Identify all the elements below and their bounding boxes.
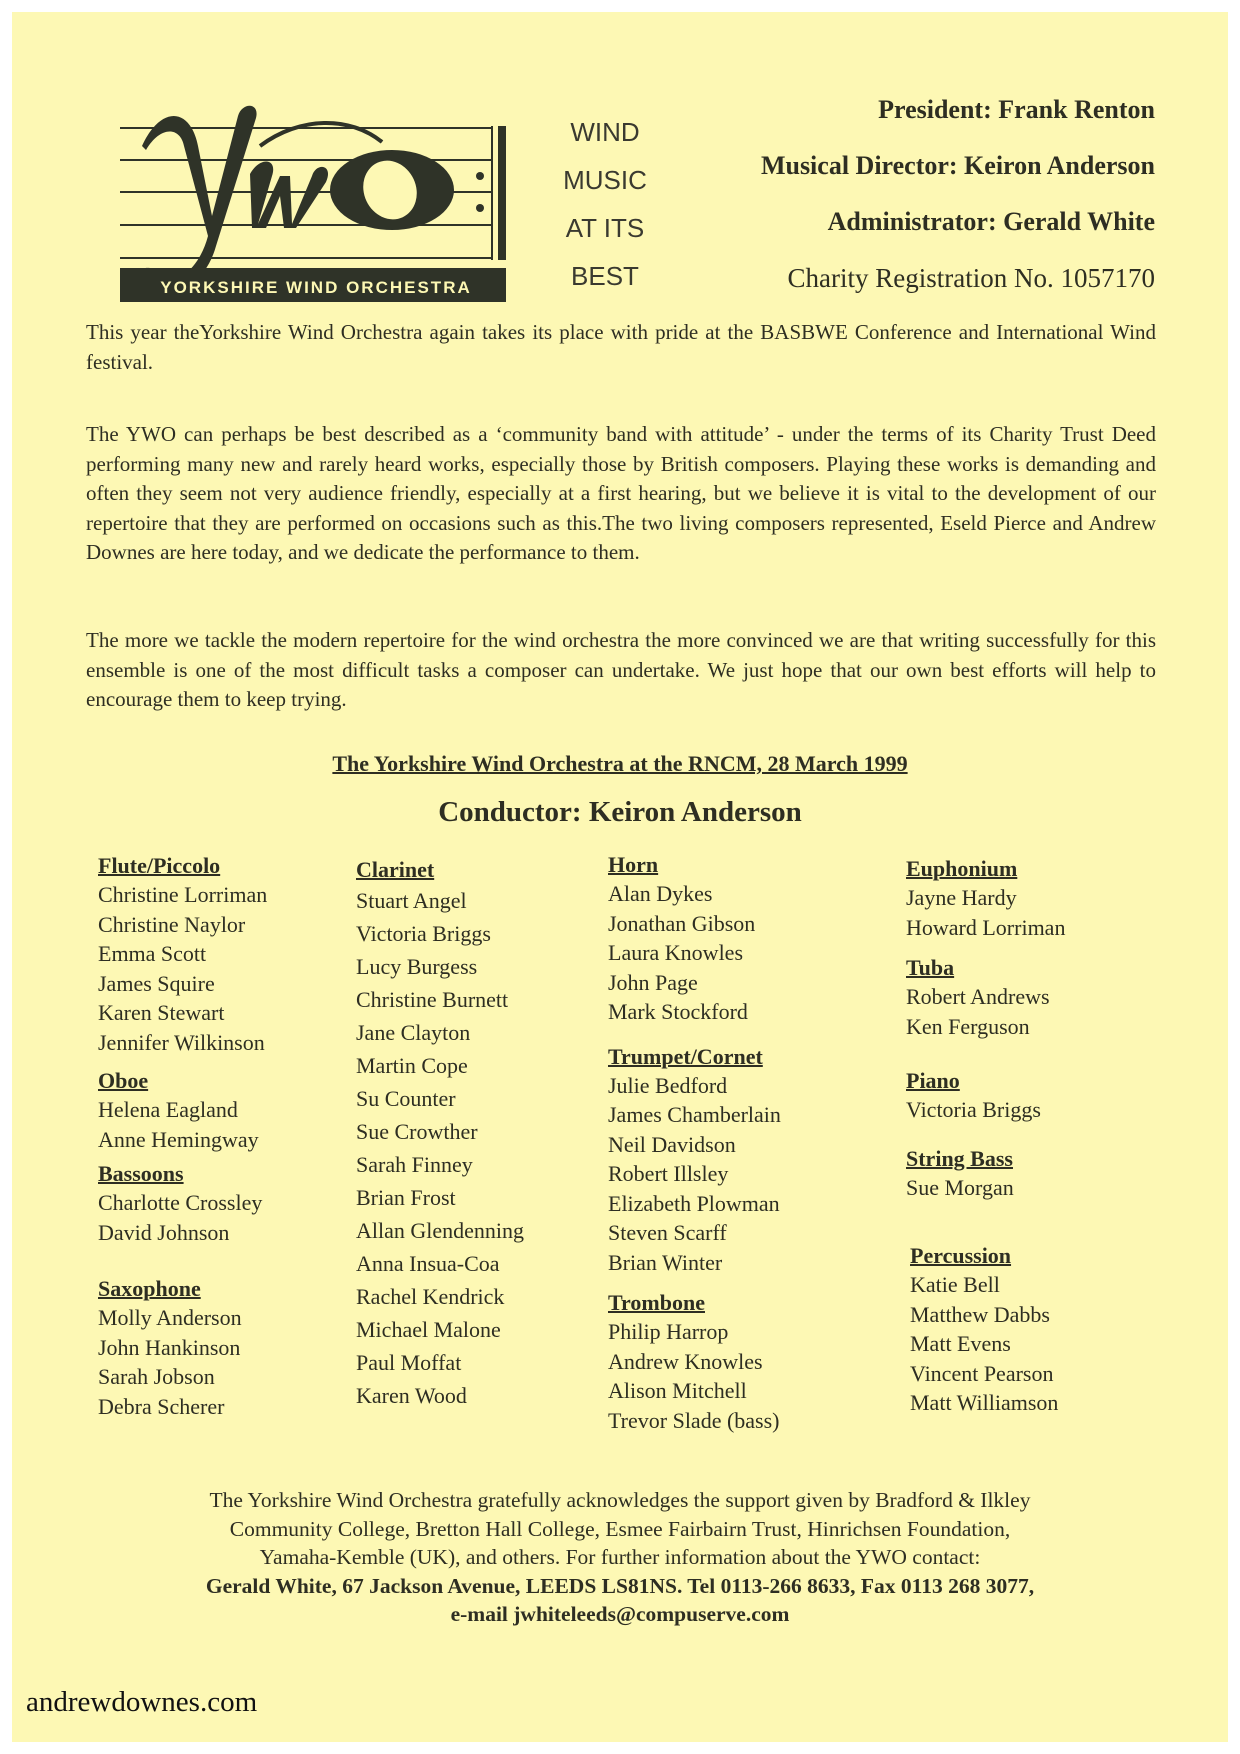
website-watermark: andrewdownes.com <box>26 1686 258 1718</box>
player-name: Sarah Finney <box>356 1152 473 1177</box>
section-clarinet <box>356 856 524 1412</box>
player-name: Helena Eagland <box>98 1097 238 1122</box>
tagline-line: BEST <box>571 261 639 291</box>
conductor: Conductor: Keiron Anderson <box>438 796 802 828</box>
section-heading: Saxophone <box>98 1276 201 1301</box>
player-name: Jonathan Gibson <box>608 910 756 936</box>
player-name: Emma Scott <box>98 941 207 966</box>
roster-column-4 <box>906 855 1065 1418</box>
section-heading: String Bass <box>906 1145 1013 1171</box>
player-name: Debra Scherer <box>98 1393 225 1419</box>
player-name: Karen Stewart <box>98 1000 225 1025</box>
acknowledgements <box>100 1486 1140 1629</box>
footer-line: Yamaha-Kemble (UK), and others. For further information about the YWO contact: <box>259 1545 981 1569</box>
player-name: Su Counter <box>356 1086 456 1111</box>
section-heading: Euphonium <box>906 856 1018 881</box>
ywo-logo <box>120 96 510 302</box>
footer-line: The Yorkshire Wind Orchestra gratefully acknowledges the support given by Bradford & Ilkley <box>209 1488 1031 1512</box>
player-name: Brian Frost <box>356 1185 456 1210</box>
contact-address: Gerald White, 67 Jackson Avenue, LEEDS LS81NS. Tel 0113-266 8633, Fax 0113 268 3077, <box>205 1573 1035 1598</box>
logo-banner-text: YORKSHIRE WIND ORCHESTRA <box>160 278 472 297</box>
player-name: Molly Anderson <box>98 1305 242 1330</box>
tagline-line: WIND <box>570 117 640 147</box>
player-name: Matt Williamson <box>910 1390 1059 1415</box>
player-name: Laura Knowles <box>608 940 744 965</box>
section-trumpet <box>608 1043 781 1278</box>
player-name: Christine Lorriman <box>98 882 268 907</box>
player-name: Neil Davidson <box>608 1131 736 1157</box>
section-heading: Piano <box>906 1068 960 1093</box>
intro-paragraph: The more we tackle the modern repertoire for the wind orchestra the more convinced we are that writing successfully for this ensemble is one of the most difficult tasks a composer can undertake. We just hope that our own best efforts will help to encourage them to keep trying. <box>86 628 1156 711</box>
section-heading: Horn <box>608 852 659 877</box>
player-name: Paul Moffat <box>356 1350 462 1375</box>
player-name: Christine Burnett <box>356 987 509 1012</box>
player-name: Andrew Knowles <box>608 1348 763 1374</box>
player-name: Katie Bell <box>910 1272 1000 1297</box>
roster-column-1 <box>98 852 267 1421</box>
player-name: Howard Lorriman <box>906 914 1066 940</box>
section-heading: Percussion <box>910 1243 1012 1268</box>
intro-paragraph: The YWO can perhaps be best described as a ‘community band with attitude’ - under the terms of its Charity Trust Deed performing many new and rarely heard works, especially those by British composers. Playing these works is demanding and often they seem not very audience friendly, especially at a first hearing, but we believe it is vital to the development of our repertoire that they are performed on occasions such as this.The two living composers represented, Eseld Pierce and Andrew Downes are here today, and we dedicate the performance to them. <box>86 422 1156 564</box>
player-name: Elizabeth Plowman <box>608 1190 780 1216</box>
player-name: Anna Insua-Coa <box>356 1251 500 1276</box>
section-heading: Clarinet <box>356 857 435 882</box>
player-name: John Hankinson <box>98 1334 241 1360</box>
contact-email: e-mail jwhiteleeds@compuserve.com <box>450 1602 790 1626</box>
player-name: Alison Mitchell <box>608 1378 747 1403</box>
player-name: Ken Ferguson <box>906 1013 1030 1039</box>
player-name: Philip Harrop <box>608 1319 729 1344</box>
player-name: Sue Morgan <box>906 1174 1014 1200</box>
player-name: Allan Glendenning <box>356 1218 525 1243</box>
section-oboe <box>98 1067 267 1154</box>
player-name: Alan Dykes <box>608 881 713 906</box>
section-saxophone <box>98 1275 267 1421</box>
section-heading: Oboe <box>98 1068 149 1093</box>
concert-title-text: The Yorkshire Wind Orchestra at the RNCM, 28 March 1999 <box>332 751 908 776</box>
player-name: Victoria Briggs <box>356 921 491 946</box>
player-name: Mark Stockford <box>608 999 748 1024</box>
section-heading: Tuba <box>906 955 955 980</box>
player-name: Rachel Kendrick <box>356 1284 505 1309</box>
player-name: Martin Cope <box>356 1053 468 1078</box>
section-heading: Bassoons <box>98 1161 184 1186</box>
player-name: Lucy Burgess <box>356 954 478 979</box>
player-name: Robert Andrews <box>906 984 1050 1009</box>
section-euphonium <box>906 855 1065 942</box>
section-heading: Flute/Piccolo <box>98 853 221 878</box>
section-heading: Trombone <box>608 1290 705 1315</box>
president: President: Frank Renton <box>878 95 1155 124</box>
player-name: James Squire <box>98 970 215 996</box>
player-name: Jennifer Wilkinson <box>98 1029 265 1055</box>
player-name: Robert Illsley <box>608 1161 729 1186</box>
player-name: Trevor Slade (bass) <box>608 1407 780 1433</box>
footer-line: Community College, Bretton Hall College, Esmee Fairbairn Trust, Hinrichsen Foundation, <box>229 1516 1011 1541</box>
player-name: Michael Malone <box>356 1317 501 1342</box>
section-bassoons <box>98 1160 267 1247</box>
charity-registration: Charity Registration No. 1057170 <box>787 263 1155 293</box>
player-name: John Page <box>608 969 698 995</box>
section-horn <box>608 851 781 1027</box>
section-flute <box>98 852 267 1057</box>
player-name: Christine Naylor <box>98 911 246 937</box>
player-name: Vincent Pearson <box>910 1360 1054 1386</box>
player-name: Anne Hemingway <box>98 1126 259 1152</box>
section-heading: Trumpet/Cornet <box>608 1043 763 1069</box>
player-name: David Johnson <box>98 1219 230 1245</box>
section-trombone <box>608 1289 781 1435</box>
ywo-logo-graphic <box>120 96 510 302</box>
player-name: Sarah Jobson <box>98 1364 215 1389</box>
player-name: Brian Winter <box>608 1249 723 1275</box>
player-name: Matthew Dabbs <box>910 1301 1050 1327</box>
player-name: Karen Wood <box>356 1383 467 1408</box>
administrator: Administrator: Gerald White <box>827 207 1155 236</box>
player-name: Stuart Angel <box>356 888 467 913</box>
section-percussion <box>906 1242 1065 1418</box>
tagline-line: MUSIC <box>563 165 647 195</box>
player-name: Steven Scarff <box>608 1220 727 1245</box>
section-piano <box>906 1067 1065 1125</box>
player-name: Julie Bedford <box>608 1072 728 1098</box>
musical-director: Musical Director: Keiron Anderson <box>760 151 1155 180</box>
officers-block <box>635 92 1155 296</box>
tagline-line: AT ITS <box>565 213 645 243</box>
player-name: Jayne Hardy <box>906 885 1017 910</box>
concert-title <box>0 751 1240 777</box>
section-tuba <box>906 954 1065 1041</box>
roster-column-3 <box>608 851 781 1435</box>
player-name: Charlotte Crossley <box>98 1190 263 1215</box>
player-name: Sue Crowther <box>356 1119 478 1144</box>
player-name: Victoria Briggs <box>906 1097 1041 1122</box>
section-string-bass <box>906 1145 1065 1203</box>
player-name: Jane Clayton <box>356 1020 471 1045</box>
intro-paragraph: This year theYorkshire Wind Orchestra again takes its place with pride at the BASBWE Conference and International Wind festival. <box>86 320 1156 374</box>
player-name: Matt Evens <box>910 1331 1011 1356</box>
player-name: James Chamberlain <box>608 1102 781 1127</box>
roster-column-2 <box>356 856 524 1412</box>
